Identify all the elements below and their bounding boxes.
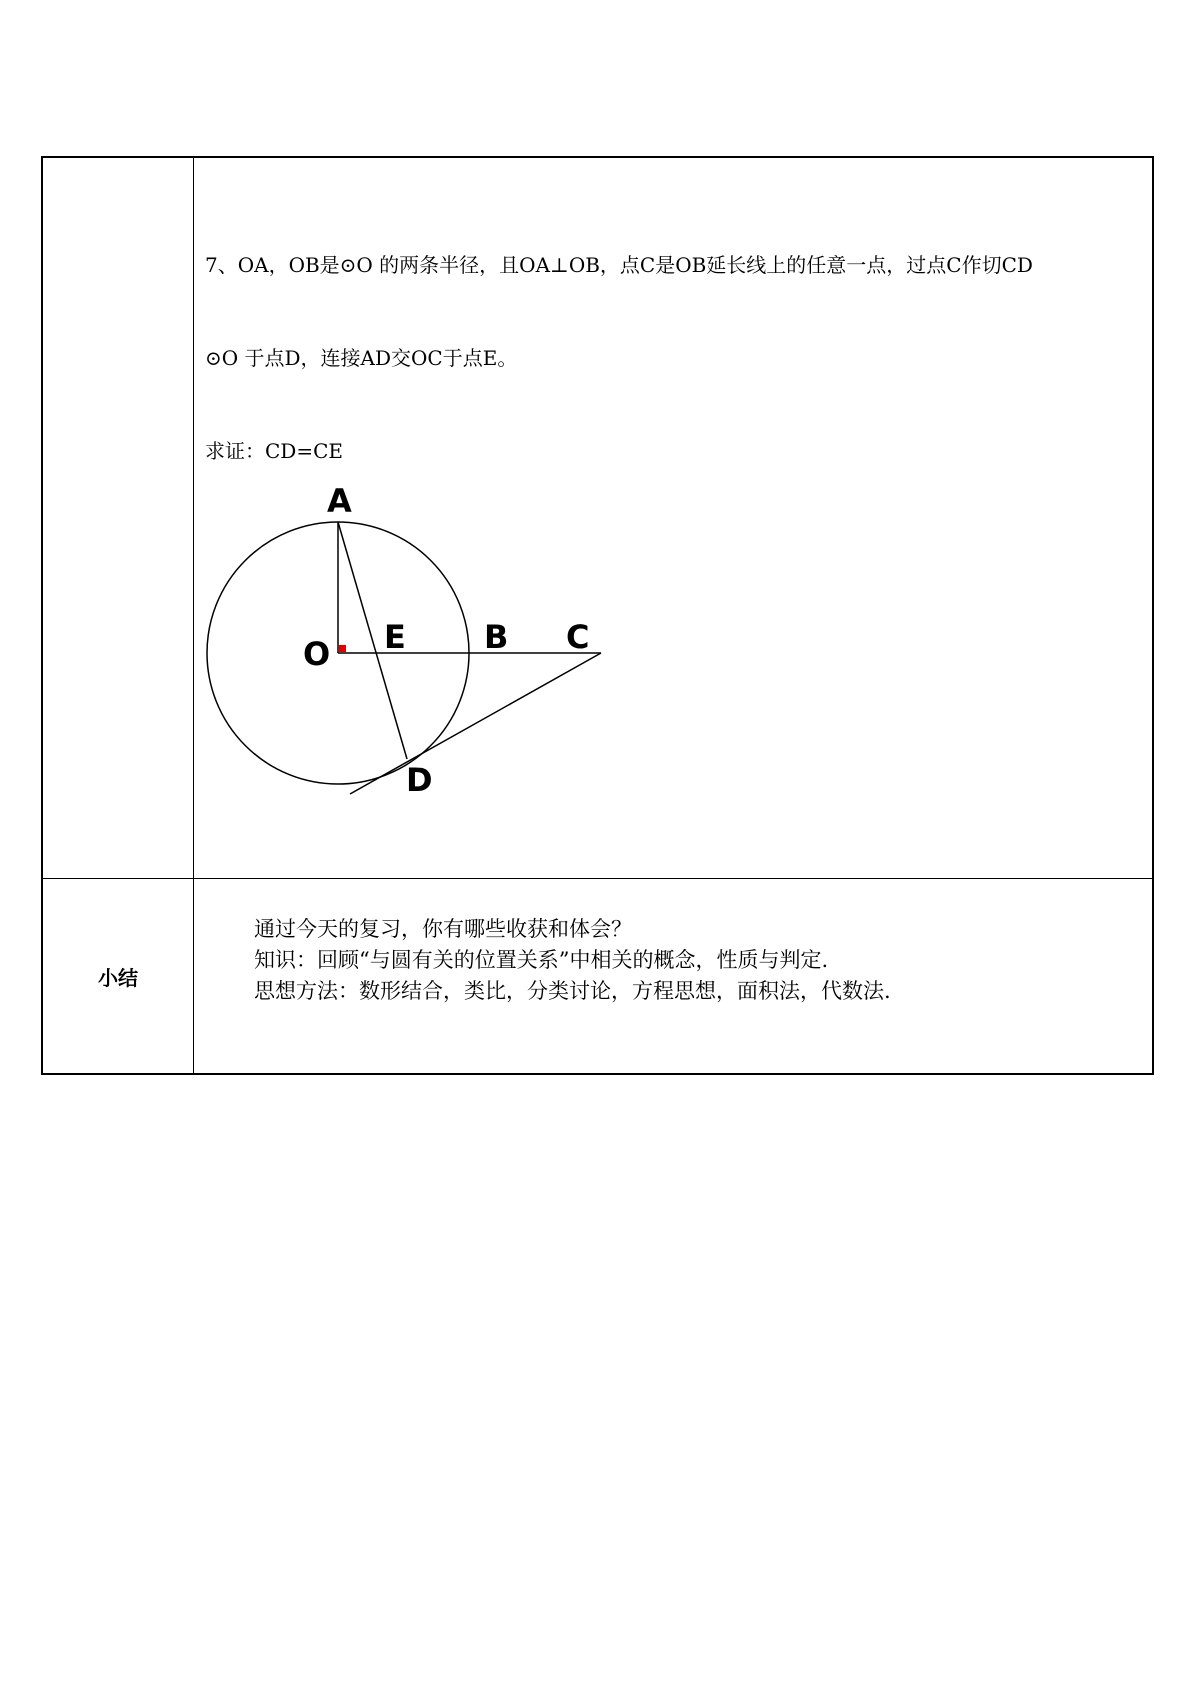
point-label-b: B xyxy=(484,618,509,656)
summary-line-2: 知识：回顾“与圆有关的位置关系”中相关的概念，性质与判定. xyxy=(254,948,829,972)
geometry-figure xyxy=(193,468,693,888)
point-label-c: C xyxy=(566,618,590,656)
point-label-d: D xyxy=(406,761,433,799)
point-label-o: O xyxy=(303,635,331,673)
summary-content xyxy=(254,914,1154,1007)
tangent-line-cd xyxy=(350,653,601,794)
worksheet-table xyxy=(41,156,1154,1075)
problem-line-2: ⊙O 于点D，连接AD交OC于点E。 xyxy=(205,346,518,370)
summary-line-1: 通过今天的复习，你有哪些收获和体会？ xyxy=(254,917,632,941)
point-label-a: A xyxy=(327,482,352,520)
summary-line-3: 思想方法：数形结合，类比，分类讨论，方程思想，面积法，代数法. xyxy=(254,979,891,1003)
problem-line-3: 求证：CD=CE xyxy=(205,439,343,463)
right-angle-marker xyxy=(339,645,346,652)
point-label-e: E xyxy=(384,618,406,656)
summary-label: 小结 xyxy=(98,966,138,990)
problem-line-1: 7、OA，OB是⊙O 的两条半径，且OA⊥OB，点C是OB延长线上的任意一点，过点C作切CD xyxy=(205,253,1033,277)
